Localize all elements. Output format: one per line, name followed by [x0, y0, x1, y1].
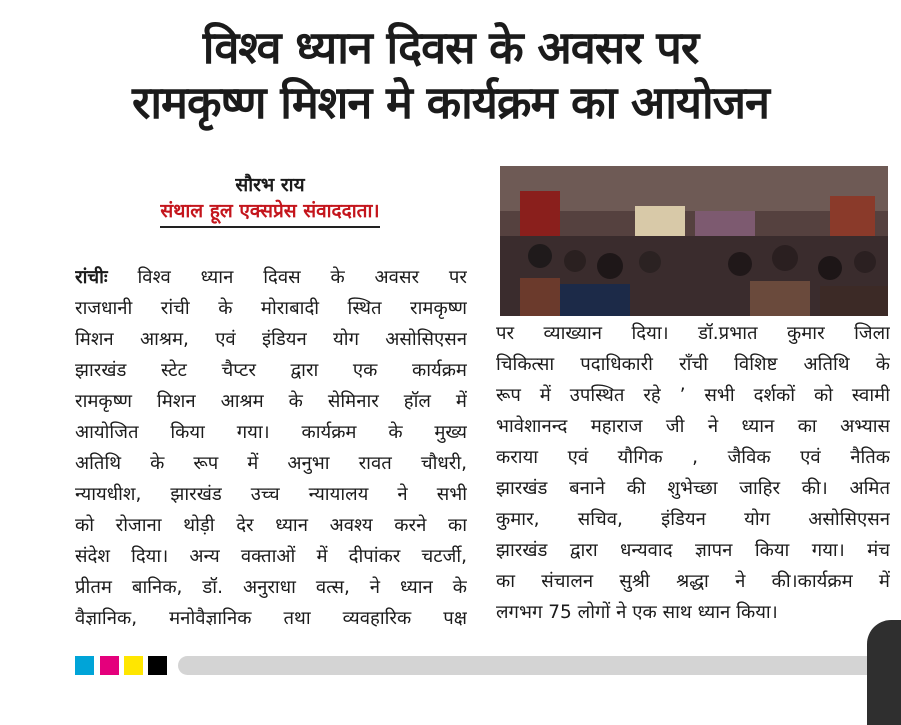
- dateline: रांचीः: [75, 267, 108, 288]
- text-line: को रोजाना थोड़ी देर ध्यान अवश्य करने का: [75, 515, 467, 536]
- seminar-hall-image: [500, 166, 888, 316]
- page-corner-shadow: [867, 620, 901, 725]
- text-line: का संचालन सुश्री श्रद्धा ने की।कार्यक्रम में: [496, 571, 890, 592]
- cyan-swatch: [75, 656, 94, 675]
- magenta-swatch: [100, 656, 119, 675]
- text-line: झारखंड बनाने की शुभेच्छा जाहिर की। अमित: [496, 478, 890, 499]
- article-column-right: [496, 318, 890, 628]
- text-line: अतिथि के रूप में अनुभा रावत चौधरी,: [75, 453, 467, 474]
- print-color-bar: [0, 648, 901, 688]
- text-line: राजधानी रांची के मोराबादी स्थित रामकृष्ण: [75, 298, 467, 319]
- text-line: न्यायधीश, झारखंड उच्च न्यायालय ने सभी: [75, 484, 467, 505]
- text-line: मिशन आश्रम, एवं इंडियन योग असोसिएसन: [75, 329, 467, 350]
- article-column-left: [75, 262, 467, 634]
- yellow-swatch: [124, 656, 143, 675]
- text-line: भावेशानन्द महाराज जी ने ध्यान का अभ्यास: [496, 416, 890, 437]
- previous-article-cutoff: [0, 0, 901, 14]
- text-line: रामकृष्ण मिशन आश्रम के सेमिनार हॉल में: [75, 391, 467, 412]
- scroll-bar[interactable]: [178, 656, 886, 675]
- author-name: सौरभ राय: [235, 174, 305, 196]
- event-photo: [500, 166, 888, 316]
- text-line: वैज्ञानिक, मनोवैज्ञानिक तथा व्यवहारिक पक्ष: [75, 608, 467, 629]
- text-line: झारखंड स्टेट चैप्टर द्वारा एक कार्यक्रम: [75, 360, 467, 381]
- text-line: चिकित्सा पदाधिकारी राँची विशिष्ट अतिथि के: [496, 354, 890, 375]
- text-line: कराया एवं यौगिक , जैविक एवं नैतिक: [496, 447, 890, 468]
- text-line: रूप में उपस्थित रहे ’ सभी दर्शकों को स्वामी: [496, 385, 890, 406]
- headline-line-1: विश्व ध्यान दिवस के अवसर पर: [202, 21, 699, 74]
- text-line: कुमार, सचिव, इंडियन योग असोसिएसन: [496, 509, 890, 530]
- black-swatch: [148, 656, 167, 675]
- news-desk: संथाल हूल एक्सप्रेस संवाददाता।: [160, 198, 379, 228]
- text-line: संदेश दिया। अन्य वक्ताओं में दीपांकर चटर्जी,: [75, 546, 467, 567]
- text-line: आयोजित किया गया। कार्यक्रम के मुख्य: [75, 422, 467, 443]
- headline-line-2: रामकृष्ण मिशन मे कार्यक्रम का आयोजन: [131, 76, 770, 129]
- text-line: रांचीः विश्व ध्यान दिवस के अवसर पर: [75, 267, 467, 288]
- text-line: पर व्याख्यान दिया। डॉ.प्रभात कुमार जिला: [496, 323, 890, 344]
- headline: [0, 20, 901, 130]
- text-line: झारखंड द्वारा धन्यवाद ज्ञापन किया गया। मंच: [496, 540, 890, 561]
- text-line: प्रीतम बानिक, डॉ. अनुराधा वत्स, ने ध्यान के: [75, 577, 467, 598]
- text-line: लगभग 75 लोगों ने एक साथ ध्यान किया।: [496, 602, 778, 623]
- byline: [120, 172, 420, 228]
